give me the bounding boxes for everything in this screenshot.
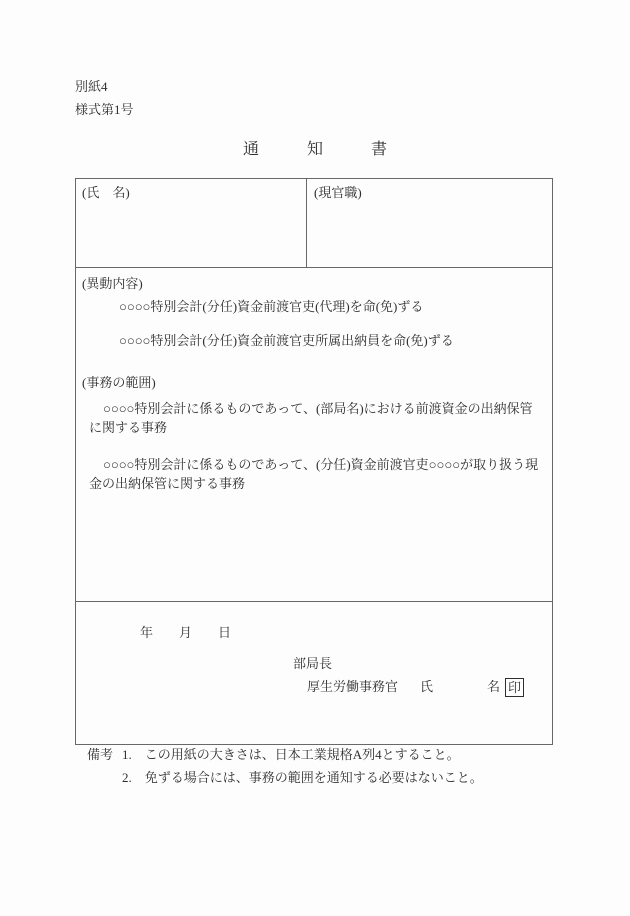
givenname-label: 名 xyxy=(487,679,501,695)
notification-table xyxy=(75,178,553,745)
remarks-section xyxy=(87,746,483,792)
scope-of-duties-heading: (事務の範囲) xyxy=(82,375,156,390)
position-header-label: (現官職) xyxy=(314,185,362,200)
remarks-label: 備考 xyxy=(87,747,114,762)
name-cell xyxy=(76,179,307,267)
remarks-item-number: 1. xyxy=(122,747,132,762)
table-header-row xyxy=(76,179,552,267)
table-body-row xyxy=(76,267,552,601)
remarks-item xyxy=(87,746,483,764)
remarks-item-text: 免ずる場合には、事務の範囲を通知する必要はないこと。 xyxy=(144,770,483,786)
table-signature-row xyxy=(76,601,552,744)
scope-paragraph: ○○○○特別会計に係るものであって、(分任)資金前渡官吏○○○○が取り扱う現金の出納保管に関する事務 xyxy=(89,457,539,491)
date-line: 年 月 日 xyxy=(140,625,232,640)
remarks-item-text: この用紙の大きさは、日本工業規格A列4とすること。 xyxy=(144,747,460,762)
transfer-line: ○○○○特別会計(分任)資金前渡官吏所属出納員を命(免)ずる xyxy=(119,333,454,348)
document-title: 通 知 書 xyxy=(242,141,387,158)
official-signature-line xyxy=(307,678,524,697)
current-position-cell xyxy=(307,179,552,267)
transfer-details-heading: (異動内容) xyxy=(82,276,143,291)
surname-label: 氏 xyxy=(420,679,434,695)
remarks-item xyxy=(87,769,483,787)
attachment-label: 別紙4 xyxy=(75,79,108,94)
director-title-label: 部局長 xyxy=(293,656,333,671)
official-title-label: 厚生労働事務官 xyxy=(307,679,399,695)
seal-box: 印 xyxy=(505,678,524,697)
transfer-line: ○○○○特別会計(分任)資金前渡官吏(代理)を命(免)ずる xyxy=(119,299,424,314)
scope-paragraph: ○○○○特別会計に係るものであって、(部局名)における前渡資金の出納保管に関する事務 xyxy=(89,401,533,435)
form-number-label: 様式第1号 xyxy=(75,102,134,117)
name-header-label: (氏 名) xyxy=(82,185,130,200)
remarks-item-number: 2. xyxy=(122,770,132,786)
